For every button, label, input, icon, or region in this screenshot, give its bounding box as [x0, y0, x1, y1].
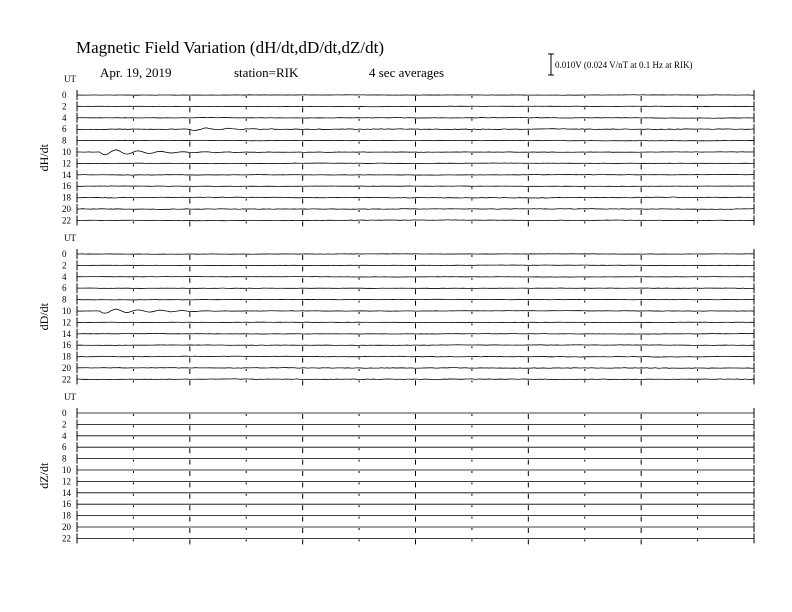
- trace-ticks: [77, 419, 754, 430]
- hour-label: 0: [62, 90, 67, 100]
- scale-label: 0.010V (0.024 V/nT at 0.1 Hz at RIK): [555, 60, 693, 70]
- trace-ticks: [77, 295, 754, 306]
- trace-ticks: [77, 374, 754, 385]
- trace-line: [77, 356, 754, 357]
- hour-label: 20: [62, 363, 71, 373]
- trace-line: [77, 368, 754, 369]
- hour-label: 6: [62, 283, 67, 294]
- hour-label: 8: [62, 294, 67, 305]
- scale-bar: [548, 54, 554, 75]
- hour-label: 14: [62, 328, 71, 339]
- panel-ylabel: dH/dt: [37, 144, 51, 172]
- hour-label: 10: [62, 465, 71, 475]
- trace-ticks: [77, 193, 754, 204]
- trace-line: [77, 174, 754, 175]
- hour-label: 4: [62, 430, 67, 441]
- trace-line: [77, 322, 754, 323]
- hour-label: 2: [62, 260, 67, 271]
- hour-label: 4: [62, 112, 67, 123]
- ut-axis-label: UT: [64, 392, 76, 402]
- panel-dddt: [37, 233, 754, 385]
- trace-ticks: [77, 476, 754, 487]
- panel-dhdt: [37, 74, 754, 226]
- trace-ticks: [77, 340, 754, 351]
- averaging-label: 4 sec averages: [369, 65, 445, 80]
- hour-label: 10: [62, 306, 71, 316]
- trace-ticks: [77, 522, 754, 533]
- trace-ticks: [77, 181, 754, 192]
- trace-ticks: [77, 511, 754, 522]
- hour-label: 8: [62, 453, 67, 464]
- trace-ticks: [77, 499, 754, 510]
- trace-line: [77, 254, 754, 255]
- hour-label: 18: [62, 351, 71, 362]
- hour-label: 14: [62, 487, 71, 498]
- trace-line: [77, 299, 754, 300]
- trace-line: [77, 197, 754, 198]
- trace-line: [77, 106, 754, 107]
- trace-ticks: [77, 215, 754, 226]
- trace-line: [77, 209, 754, 210]
- trace-ticks: [77, 260, 754, 271]
- hour-label: 20: [62, 204, 71, 214]
- trace-line: [77, 334, 754, 335]
- trace-line: [77, 186, 754, 187]
- hour-label: 2: [62, 419, 67, 430]
- trace-ticks: [77, 533, 754, 544]
- hour-label: 20: [62, 522, 71, 532]
- hour-label: 12: [62, 158, 71, 169]
- trace-line: [77, 379, 754, 380]
- hour-label: 18: [62, 192, 71, 203]
- trace-line: [77, 128, 754, 131]
- hour-label: 12: [62, 476, 71, 487]
- hour-label: 6: [62, 442, 67, 453]
- hour-label: 22: [62, 215, 71, 226]
- hour-label: 18: [62, 510, 71, 521]
- hour-label: 14: [62, 169, 71, 180]
- panel-ylabel: dD/dt: [37, 303, 51, 331]
- hour-label: 0: [62, 408, 67, 418]
- panel-ylabel: dZ/dt: [37, 462, 51, 489]
- trace-line: [77, 277, 754, 278]
- trace-line: [77, 95, 754, 96]
- trace-ticks: [77, 431, 754, 442]
- date-label: Apr. 19, 2019: [100, 65, 172, 80]
- trace-ticks: [77, 488, 754, 499]
- ut-axis-label: UT: [64, 233, 76, 243]
- trace-line: [77, 345, 754, 346]
- trace-ticks: [77, 465, 754, 476]
- trace-ticks: [77, 454, 754, 465]
- trace-ticks: [77, 136, 754, 147]
- station-label: station=RIK: [234, 65, 299, 80]
- hour-label: 16: [62, 340, 71, 351]
- trace-line: [77, 117, 754, 118]
- panel-dzdt: [37, 392, 754, 544]
- hour-label: 16: [62, 181, 71, 192]
- hour-label: 6: [62, 124, 67, 135]
- hour-label: 22: [62, 374, 71, 385]
- hour-label: 12: [62, 317, 71, 328]
- trace-line: [77, 163, 754, 164]
- hour-label: 10: [62, 147, 71, 157]
- hour-label: 2: [62, 101, 67, 112]
- trace-ticks: [77, 408, 754, 419]
- ut-axis-label: UT: [64, 74, 76, 84]
- hour-label: 0: [62, 249, 67, 259]
- hour-label: 8: [62, 135, 67, 146]
- page-title: Magnetic Field Variation (dH/dt,dD/dt,dZ/dt): [76, 38, 385, 57]
- trace-line: [77, 265, 754, 266]
- hour-label: 22: [62, 533, 71, 544]
- trace-ticks: [77, 442, 754, 453]
- hour-label: 4: [62, 271, 67, 282]
- trace-line: [77, 140, 754, 141]
- trace-line: [77, 220, 754, 221]
- hour-label: 16: [62, 499, 71, 510]
